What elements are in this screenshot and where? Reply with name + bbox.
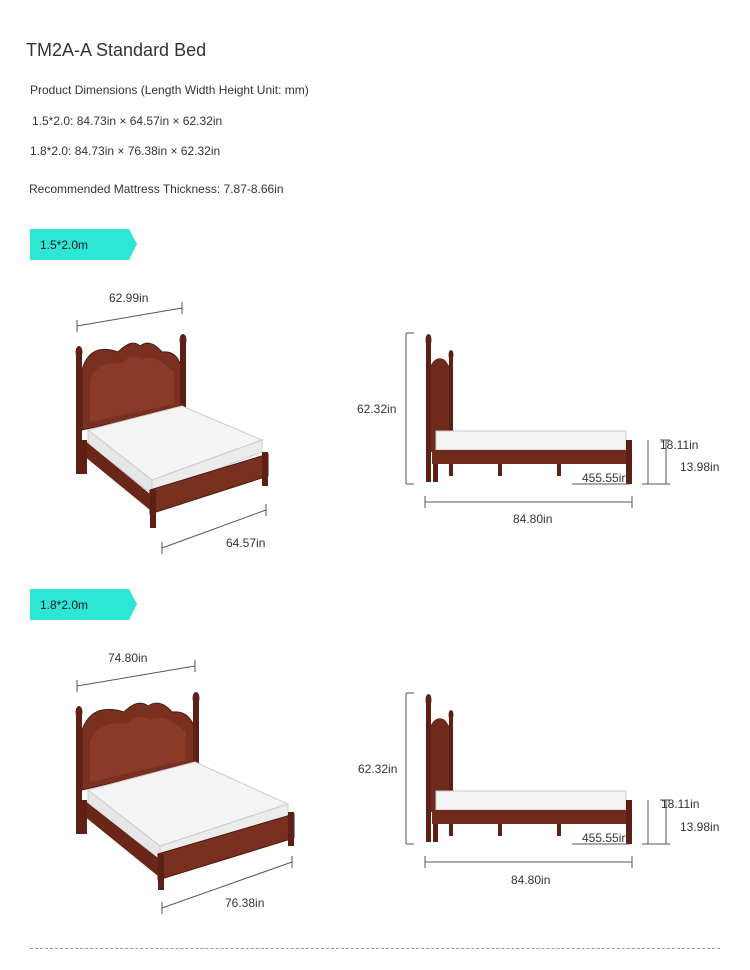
dim-top-width: 74.80in: [108, 651, 148, 665]
dim-top-width: 62.99in: [109, 291, 149, 305]
size-tag-label: 1.8*2.0m: [40, 598, 89, 612]
bed-perspective-view: [76, 660, 295, 914]
dim-leg-height: 13.98in: [680, 460, 720, 474]
bed-illustrations: [0, 280, 750, 570]
size-tag-1: [30, 229, 137, 260]
spec-size-2: 1.8*2.0: 84.73in × 76.38in × 62.32in: [30, 144, 221, 158]
size-tag-label: 1.5*2.0m: [40, 238, 89, 252]
spec-mattress: Recommended Mattress Thickness: 7.87-8.66in: [29, 182, 284, 196]
dim-height: 62.32in: [358, 762, 398, 776]
page-title: TM2A-A Standard Bed: [26, 40, 207, 60]
bed-diagram-1: [0, 280, 750, 610]
bed-illustrations: [0, 640, 750, 930]
bed-perspective-view: [76, 302, 269, 554]
dim-side-width: 76.38in: [225, 896, 265, 910]
size-tag-2: [30, 589, 137, 620]
dim-clearance: 455.55in: [582, 831, 629, 845]
spec-header: Product Dimensions (Length Width Height Unit: mm): [30, 83, 309, 97]
dim-length: 84.80in: [511, 873, 551, 887]
dim-rail-height: 18.11in: [660, 438, 699, 452]
dim-clearance: 455.55in: [582, 471, 629, 485]
dim-length: 84.80in: [513, 512, 553, 526]
dim-side-width: 64.57in: [226, 536, 266, 550]
dim-leg-height: 13.98in: [680, 820, 720, 834]
bed-side-view: [406, 333, 670, 508]
dim-height: 62.32in: [357, 402, 397, 416]
spec-size-1: 1.5*2.0: 84.73in × 64.57in × 62.32in: [32, 114, 223, 128]
dashed-divider: [30, 948, 720, 949]
bed-side-view: [406, 693, 670, 868]
dim-rail-height: 18.11in: [661, 797, 700, 811]
bed-diagram-2: [0, 640, 750, 970]
